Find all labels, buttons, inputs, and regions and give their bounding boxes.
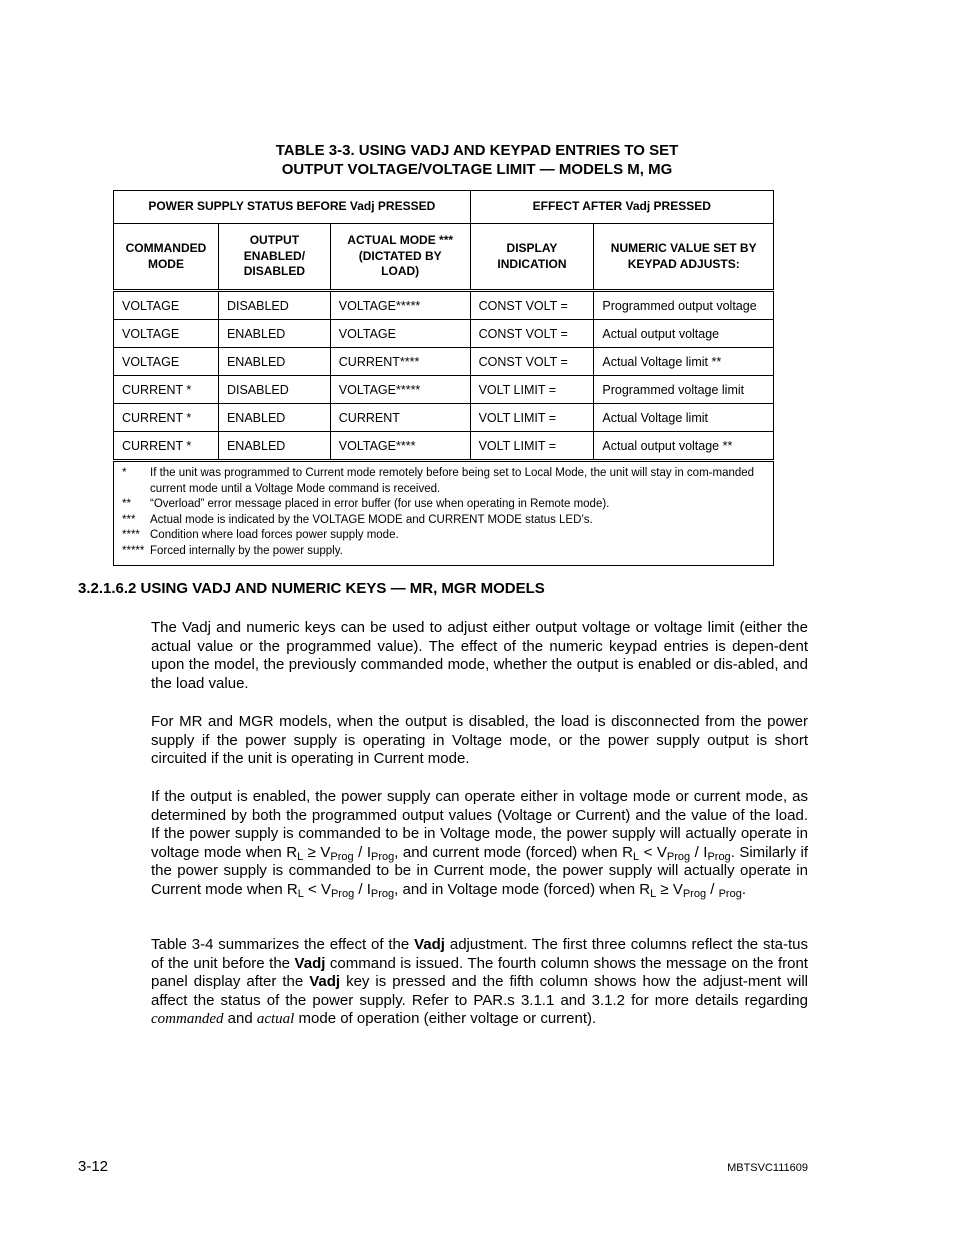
note-item [122,513,765,529]
note-mark: * [122,467,127,479]
cell-commanded-mode: CURRENT * [114,376,219,404]
table-row [114,376,774,404]
text-run: If the output is enabled, the power supply can operate either in voltage mode or current mode, as determined by both the programmed output values (Voltage or Current) and the value of the load. If the power supply is commanded to be in Voltage mode, the power supply will actually operate in voltage mode when R [151,788,808,861]
cell-output-state: ENABLED [218,404,330,432]
note-mark: ***** [122,544,145,557]
text-run: . [741,880,747,898]
document-id: MBTSVC111609 [727,1162,808,1174]
cell-actual-mode: VOLTAGE***** [330,291,470,320]
column-header-row [114,224,774,291]
cell-actual-mode: VOLTAGE**** [330,432,470,461]
cell-display-indication: CONST VOLT = [470,348,594,376]
cell-numeric-value: Actual output voltage [594,320,774,348]
cell-output-state: ENABLED [218,320,330,348]
note-text: Condition where load forces power supply mode. [150,529,399,541]
cell-numeric-value: Programmed voltage limit [594,376,774,404]
cell-commanded-mode: CURRENT * [114,432,219,461]
subscript: L [297,887,304,900]
table-title-line-1: TABLE 3-3. USING VADJ AND KEYPAD ENTRIES TO SET [275,142,679,159]
table-title-line-2: OUTPUT VOLTAGE/VOLTAGE LIMIT — MODELS M, MG [281,161,673,178]
section-heading: 3.2.1.6.2 USING VADJ AND NUMERIC KEYS — MR, MGR MODELS [78,580,545,597]
note-mark: **** [122,529,140,541]
subscript: Prog [370,887,395,900]
text-run: / I [690,843,708,861]
notes-row [114,461,774,566]
text-run: , and current mode (forced) when R [394,843,633,861]
text-run: Table 3-4 summarizes the effect of the [151,936,415,953]
text-run: < V [639,843,667,861]
cell-commanded-mode: VOLTAGE [114,320,219,348]
subscript: Prog [666,850,691,863]
col-header-display-indication: DISPLAY INDICATION [470,224,594,291]
cell-output-state: DISABLED [218,291,330,320]
subscript: L [650,887,657,900]
paragraph-4 [151,936,808,1029]
paragraph-2: For MR and MGR models, when the output is disabled, the load is disconnected from the power supply if the power supply is operating in Voltage mode, or the power supply output is short circuited if the unit is operating in Current mode. [151,713,808,767]
cell-display-indication: CONST VOLT = [470,291,594,320]
text-run: ≥ V [303,843,331,861]
note-text: Actual mode is indicated by the VOLTAGE MODE and CURRENT MODE status LED’s. [150,513,593,526]
note-item [122,497,765,513]
cell-actual-mode: VOLTAGE [330,320,470,348]
note-item [122,544,765,560]
cell-display-indication: VOLT LIMIT = [470,404,594,432]
paragraph-1: The Vadj and numeric keys can be used to adjust either output voltage or voltage limit (either the actual value or the programmed value). The effect of the numeric keypad entries is depen-dent upon the model, the previously commanded mode, whether the output is enabled or dis-abled, and the load value. [151,619,808,692]
table-notes [114,461,774,566]
col-header-numeric-value: NUMERIC VALUE SET BY KEYPAD ADJUSTS: [594,224,774,291]
cell-display-indication: VOLT LIMIT = [470,376,594,404]
col-header-actual-mode: ACTUAL MODE *** (DICTATED BY LOAD) [330,224,470,291]
text-run: key is pressed and the fifth column shows how the adjust-ment will affect the status of the power supply. Refer to PAR.s 3.1.1 and 3.1.2 for more details regarding [151,973,809,1009]
text-run: / I [354,880,371,898]
group-header-row [114,191,774,224]
table-row [114,348,774,376]
table-row [114,320,774,348]
text-run: < V [303,880,331,898]
text-run: . Similarly if the power supply is commanded to be in Current mode, the power supply will actually operate in Current mode when R [151,843,809,898]
italic-term: commanded [151,1011,224,1027]
note-item [122,528,765,544]
text-run: / [706,880,719,898]
cell-numeric-value: Actual Voltage limit [594,404,774,432]
note-mark: *** [122,513,136,526]
table-row [114,291,774,320]
note-item [122,466,765,497]
cell-output-state: ENABLED [218,432,330,461]
col-header-commanded-mode: COMMANDED MODE [114,224,219,291]
subscript: Prog [718,887,742,900]
cell-commanded-mode: VOLTAGE [114,291,219,320]
text-run: / I [353,843,371,861]
group-header-before: POWER SUPPLY STATUS BEFORE Vadj PRESSED [114,191,471,224]
subscript: Prog [682,887,707,900]
text-run: adjustment. The first three columns reflect the sta-tus of the unit before the [151,936,808,972]
table-row [114,404,774,432]
bold-term: Vadj [414,936,445,953]
cell-numeric-value: Actual Voltage limit ** [594,348,774,376]
cell-output-state: DISABLED [218,376,330,404]
page-number: 3-12 [78,1158,109,1175]
cell-numeric-value: Programmed output voltage [594,291,774,320]
note-text: Forced internally by the power supply. [150,544,343,557]
cell-actual-mode: VOLTAGE***** [330,376,470,404]
subscript: L [632,850,640,863]
subscript: Prog [330,887,355,900]
subscript: L [297,850,304,863]
paragraph-3 [151,788,808,899]
cell-actual-mode: CURRENT [330,404,470,432]
note-text: “Overload” error message placed in error buffer (for use when operating in Remote mode). [150,498,610,510]
text-run: ≥ V [656,880,683,898]
cell-numeric-value: Actual output voltage ** [594,432,774,461]
cell-actual-mode: CURRENT**** [330,348,470,376]
note-mark: ** [122,498,131,510]
cell-display-indication: CONST VOLT = [470,320,594,348]
italic-term: actual [256,1011,295,1027]
text-run: command is issued. The fourth column shows the message on the front panel display after the [151,954,808,990]
cell-commanded-mode: CURRENT * [114,404,219,432]
table-3-3 [113,190,774,566]
table-row [114,432,774,461]
cell-commanded-mode: VOLTAGE [114,348,219,376]
cell-display-indication: VOLT LIMIT = [470,432,594,461]
group-header-after: EFFECT AFTER Vadj PRESSED [470,191,773,224]
bold-term: Vadj [309,973,341,990]
subscript: Prog [371,850,395,863]
note-text: If the unit was programmed to Current mode remotely before being set to Local Mode, the unit will stay in com-manded current mode until a Voltage Mode command is received. [150,467,755,495]
text-run: and [223,1010,257,1027]
cell-output-state: ENABLED [218,348,330,376]
bold-term: Vadj [294,954,326,972]
col-header-output-enabled: OUTPUT ENABLED/ DISABLED [218,224,330,291]
subscript: Prog [707,850,731,863]
subscript: Prog [330,850,354,863]
text-run: mode of operation (either voltage or current). [294,1010,597,1027]
text-run: , and in Voltage mode (forced) when R [394,880,651,898]
